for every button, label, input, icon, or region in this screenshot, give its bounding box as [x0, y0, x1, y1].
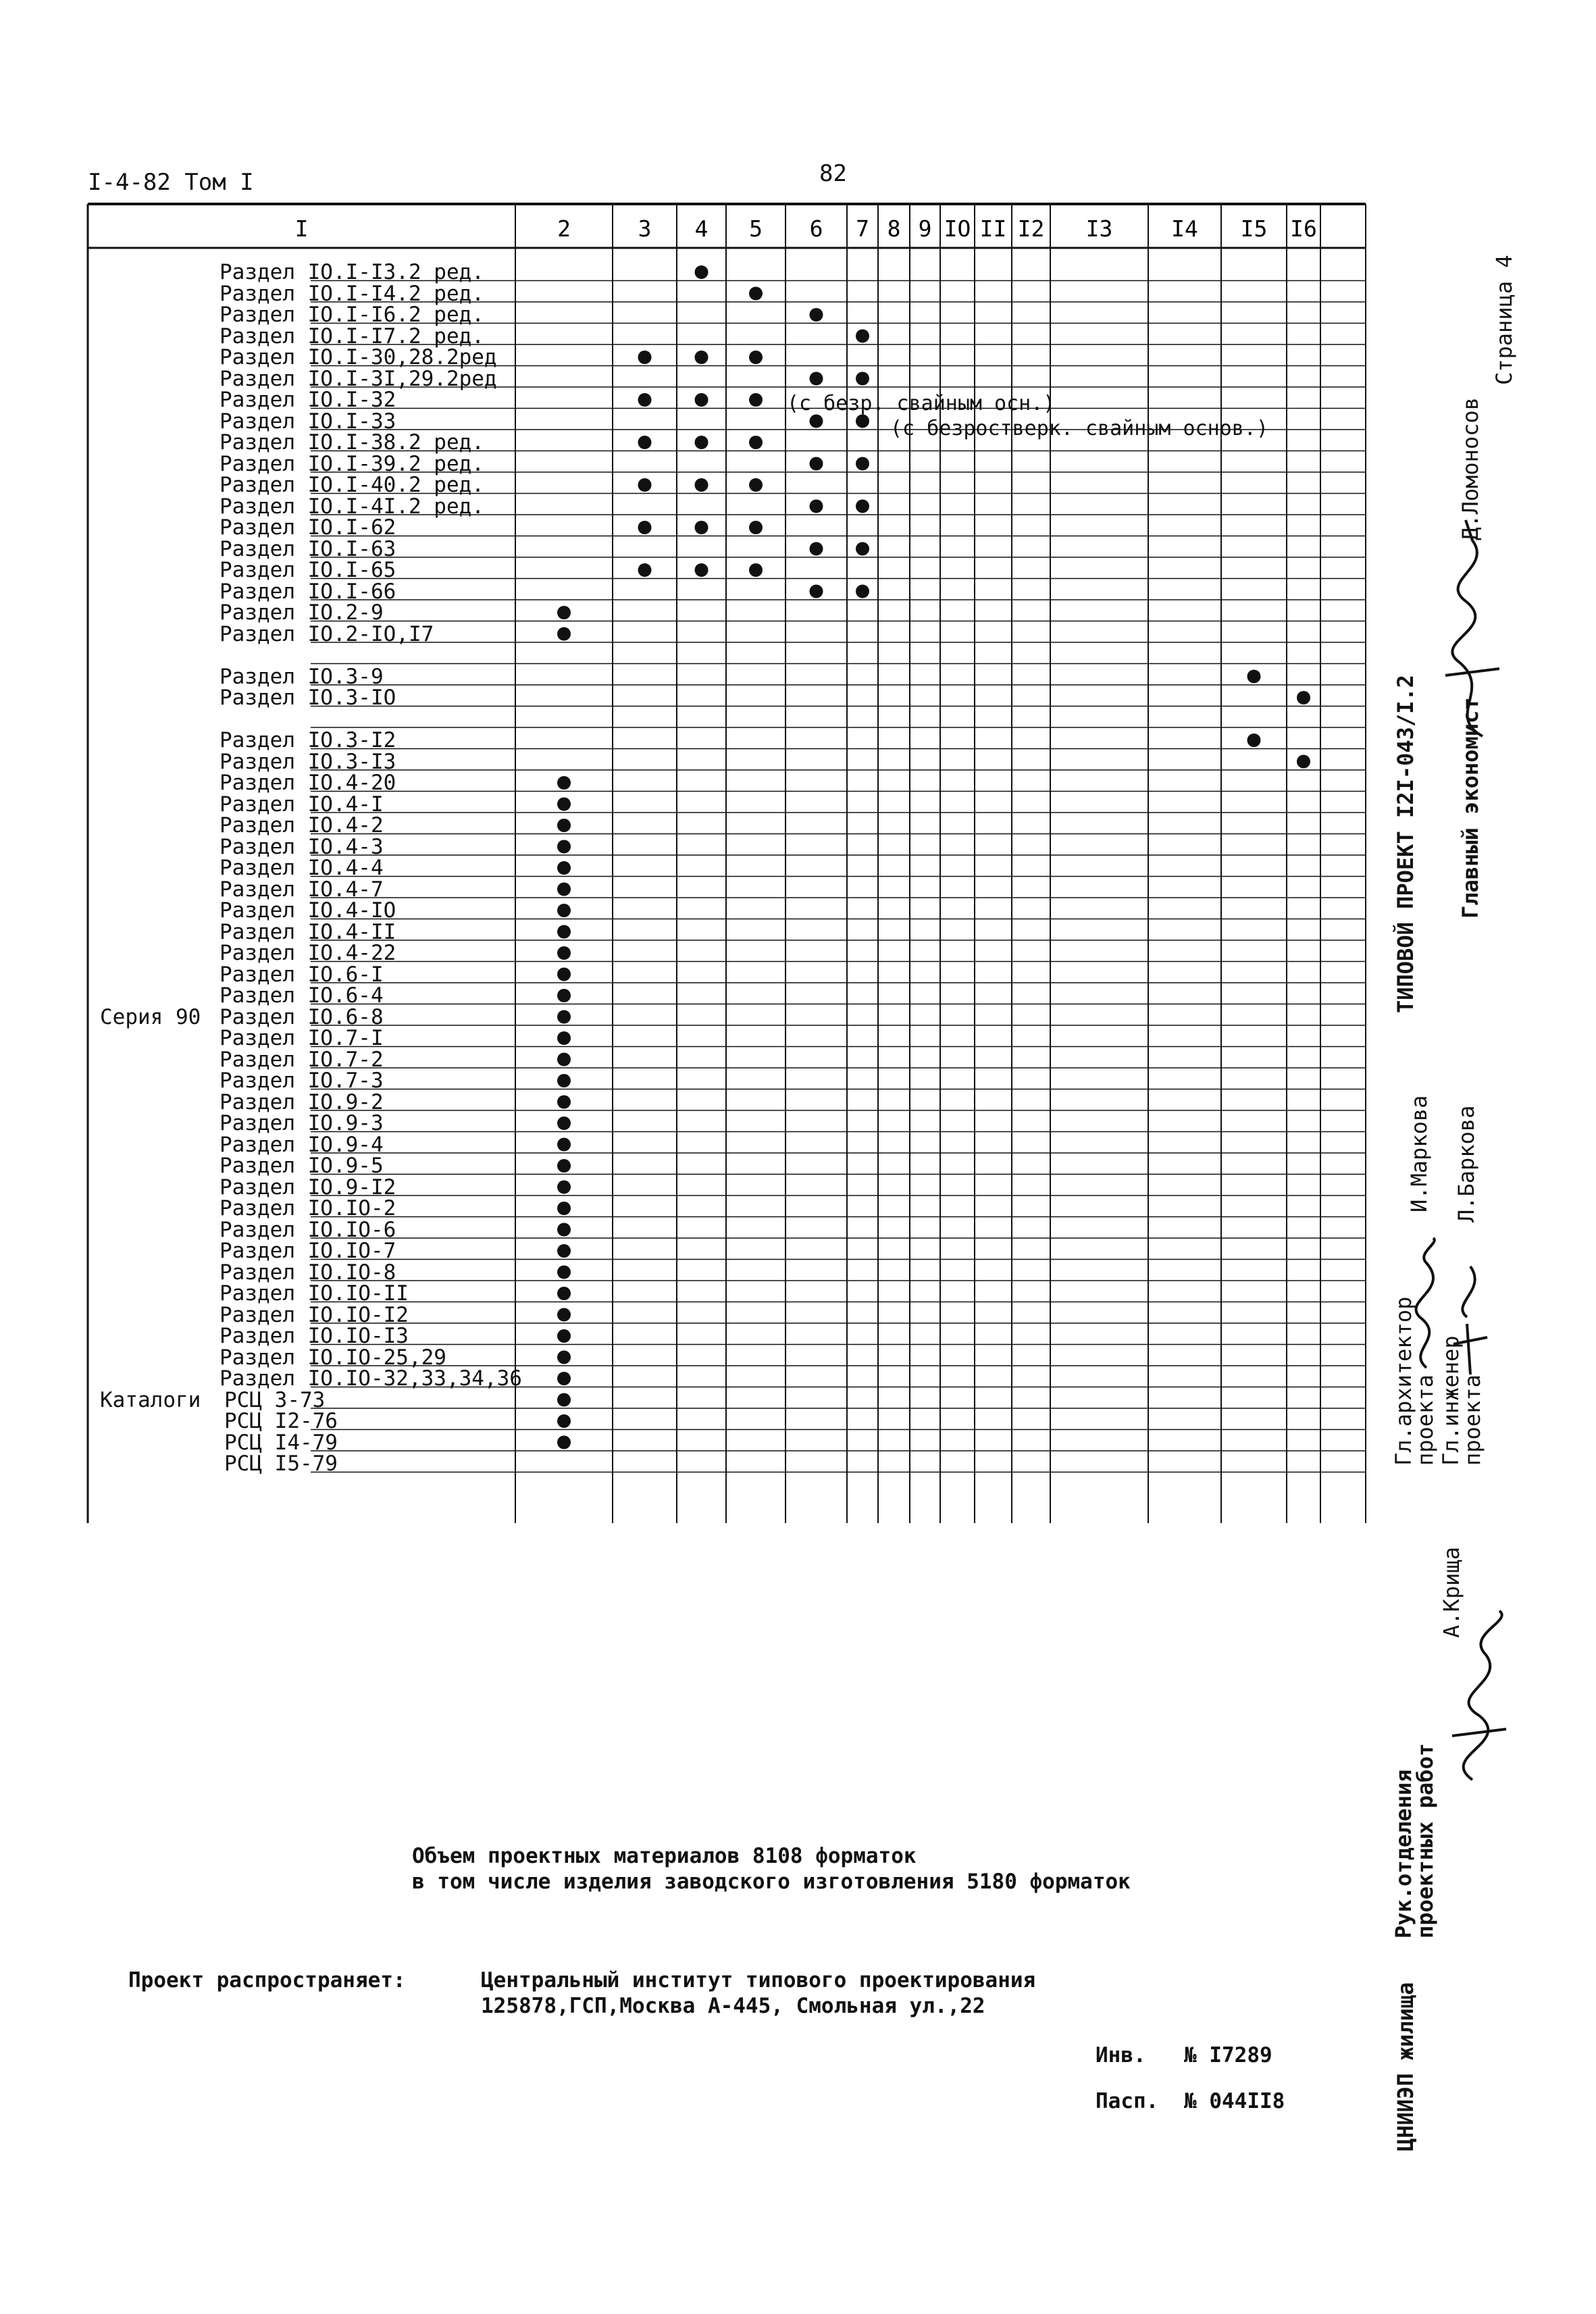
column-header-I6: I6	[1290, 215, 1317, 242]
marker-dot	[638, 436, 652, 449]
row-label: Раздел IO.6-8	[220, 1004, 384, 1029]
row-label: Раздел IO.4-7	[220, 877, 384, 902]
marker-dot	[1247, 670, 1261, 684]
column-header-5: 5	[749, 215, 763, 242]
dept-head-name: А.Крища	[1439, 1547, 1464, 1638]
marker-dot	[557, 968, 571, 981]
row-label: Раздел IO.IO-6	[220, 1217, 396, 1242]
row-label: Раздел IO.I-40.2 ред.	[220, 473, 484, 497]
marker-dot	[749, 521, 763, 534]
marker-dot	[557, 1181, 571, 1194]
row-label: Раздел IO.9-3	[220, 1111, 384, 1135]
row-label: Раздел IO.7-3	[220, 1069, 384, 1093]
column-header-I5: I5	[1240, 215, 1268, 242]
marker-dot	[695, 265, 709, 279]
row-label: Раздел IO.9-5	[220, 1154, 384, 1178]
row-label: Раздел IO.4-II	[220, 919, 396, 944]
row-label: Раздел IO.6-I	[220, 962, 384, 987]
marker-dot	[557, 840, 571, 854]
chief-economist-title: Главный экономист	[1458, 697, 1483, 919]
row-label: РСЦ I2-76	[224, 1409, 338, 1433]
row-label: Раздел IO.3-IO	[220, 686, 396, 710]
marker-dot	[810, 457, 823, 471]
document-reference: I-4-82 Том I	[88, 169, 254, 196]
marker-dot	[856, 415, 869, 428]
row-label: Раздел IO.3-I3	[220, 749, 396, 774]
marker-dot	[695, 563, 709, 577]
row-label: Раздел IO.2-IO,I7	[220, 621, 434, 646]
chief-economist-name: Д.Ломоносов	[1458, 397, 1483, 540]
row-label: Раздел IO.2-9	[220, 600, 384, 625]
signature-chief-economist	[1418, 513, 1513, 743]
row-label: Раздел IO.I-32	[220, 388, 396, 412]
note-pile-foundation: (с безр. свайным осн.)	[787, 392, 1056, 415]
marker-dot	[856, 500, 869, 513]
column-header-7: 7	[856, 215, 869, 242]
row-label: Раздел IO.4-IO	[220, 898, 396, 923]
sheet-label: Страница 4	[1491, 255, 1517, 385]
chief-engineer-name: Л.Баркова	[1453, 1105, 1479, 1223]
marker-dot	[749, 436, 763, 449]
signature-dept-head	[1432, 1608, 1526, 1783]
marker-dot	[638, 521, 652, 534]
page-number: 82	[819, 160, 847, 187]
marker-dot	[1247, 734, 1261, 747]
row-label: Раздел IO.4-2	[220, 813, 384, 838]
column-header-4: 4	[694, 215, 709, 242]
row-label: Раздел IO.IO-7	[220, 1239, 396, 1263]
marker-dot	[557, 925, 571, 939]
distributor-name: Центральный институт типового проектирования	[481, 1968, 1036, 1992]
marker-dot	[810, 308, 823, 322]
row-label: Раздел IO.3-I2	[220, 728, 396, 752]
marker-dot	[749, 393, 763, 407]
marker-dot	[557, 1329, 571, 1343]
marker-dot	[557, 1287, 571, 1300]
row-label: РСЦ I5-79	[224, 1451, 338, 1476]
marker-dot	[557, 819, 571, 832]
row-label: Раздел IO.I-39.2 ред.	[220, 451, 484, 476]
row-label: Раздел IO.4-22	[220, 941, 396, 965]
marker-dot	[1297, 755, 1310, 769]
marker-dot	[557, 1096, 571, 1109]
marker-dot	[557, 1372, 571, 1385]
row-label: Раздел IO.IO-8	[220, 1260, 396, 1285]
marker-dot	[557, 1116, 571, 1130]
dept-head-title: Рук.отделения проектных работ	[1391, 1743, 1438, 1938]
row-label: Раздел IO.I-I7.2 ред.	[220, 324, 484, 349]
column-header-9: 9	[918, 215, 932, 242]
row-label: Раздел IO.I-3I,29.2ред	[220, 366, 497, 391]
marker-dot	[557, 627, 571, 641]
row-label: Раздел IO.4-I	[220, 792, 384, 817]
project-title: ТИПОВОЙ ПРОЕКТ I2I-043/I.2	[1393, 675, 1418, 1013]
marker-dot	[557, 1202, 571, 1215]
row-label: Раздел IO.I-65	[220, 558, 396, 582]
signature-chief-architect	[1399, 1236, 1453, 1371]
column-header-IO: IO	[944, 215, 971, 242]
marker-dot	[557, 1053, 571, 1066]
row-label: Раздел IO.I-33	[220, 409, 396, 434]
column-header-2: 2	[557, 215, 571, 242]
row-label: Раздел IO.I-I3.2 ред.	[220, 260, 484, 284]
marker-dot	[810, 585, 823, 598]
row-label: Раздел IO.I-62	[220, 515, 396, 540]
row-label: Раздел IO.IO-I2	[220, 1302, 409, 1327]
marker-dot	[557, 776, 571, 790]
column-header-6: 6	[809, 215, 823, 242]
column-header-I: I	[294, 215, 309, 242]
marker-dot	[695, 393, 709, 407]
marker-dot	[557, 883, 571, 896]
marker-dot	[749, 351, 763, 364]
row-label: Раздел IO.4-20	[220, 771, 396, 795]
row-label: Раздел IO.IO-25,29	[220, 1345, 446, 1370]
distributor-label: Проект распространяет:	[128, 1968, 406, 1992]
marker-dot	[695, 351, 709, 364]
column-header-I3: I3	[1085, 215, 1113, 242]
organization-stamp: ЦНИИЭП жилища	[1393, 1982, 1418, 2151]
marker-dot	[557, 861, 571, 875]
row-label: Раздел IO.IO-I3	[220, 1324, 409, 1348]
marker-dot	[557, 1414, 571, 1428]
marker-dot	[695, 478, 709, 492]
row-label: РСЦ 3-73	[224, 1387, 326, 1412]
marker-dot	[557, 606, 571, 619]
marker-dot	[557, 1244, 571, 1258]
marker-dot	[810, 542, 823, 556]
marker-dot	[557, 1010, 571, 1024]
marker-dot	[557, 1351, 571, 1364]
distributor-address: 125878,ГСП,Москва А-445, Смольная ул.,22	[481, 1994, 985, 2018]
column-header-I4: I4	[1171, 215, 1198, 242]
group-label-catalogs: Каталоги	[100, 1387, 201, 1412]
marker-dot	[810, 500, 823, 513]
chief-engineer-title: Гл.инженер проекта	[1438, 1335, 1485, 1466]
marker-dot	[810, 415, 823, 428]
column-header-8: 8	[887, 215, 901, 242]
inventory-number: № I7289	[1184, 2043, 1272, 2067]
column-header-I2: I2	[1017, 215, 1045, 242]
marker-dot	[557, 1074, 571, 1087]
marker-dot	[557, 1266, 571, 1279]
marker-dot	[557, 904, 571, 917]
marker-dot	[557, 798, 571, 811]
marker-dot	[638, 351, 652, 364]
row-label: Раздел IO.I-63	[220, 536, 396, 561]
marker-dot	[695, 436, 709, 449]
marker-dot	[557, 1436, 571, 1449]
row-label: Раздел IO.IO-2	[220, 1196, 396, 1220]
inventory-label: Инв.	[1096, 2043, 1146, 2067]
volume-line-1: Объем проектных материалов 8108 форматок	[412, 1844, 917, 1868]
marker-dot	[557, 1308, 571, 1322]
row-label: Раздел IO.IO-II	[220, 1281, 409, 1306]
marker-dot	[695, 521, 709, 534]
row-label: РСЦ I4-79	[224, 1430, 338, 1455]
row-label: Раздел IO.I-66	[220, 579, 396, 604]
marker-dot	[638, 393, 652, 407]
marker-dot	[638, 478, 652, 492]
marker-dot	[638, 563, 652, 577]
row-label: Раздел IO.IO-32,33,34,36	[220, 1366, 522, 1391]
row-label: Раздел IO.4-4	[220, 856, 384, 880]
row-label: Раздел IO.6-4	[220, 983, 384, 1008]
column-header-3: 3	[638, 215, 652, 242]
marker-dot	[557, 1031, 571, 1045]
marker-dot	[749, 287, 763, 301]
volume-line-2: в том числе изделия заводского изготовления 5180 форматок	[412, 1870, 1131, 1894]
passport-number: № 044II8	[1184, 2089, 1285, 2113]
marker-dot	[1297, 691, 1310, 704]
row-label: Раздел IO.I-30,28.2ред	[220, 345, 497, 369]
signature-chief-engineer	[1447, 1263, 1494, 1378]
row-label: Раздел IO.9-2	[220, 1089, 384, 1114]
passport-label: Пасп.	[1096, 2089, 1159, 2113]
marker-dot	[749, 478, 763, 492]
marker-dot	[749, 563, 763, 577]
column-header-II: II	[979, 215, 1007, 242]
marker-dot	[856, 542, 869, 556]
marker-dot	[856, 585, 869, 598]
marker-dot	[856, 372, 869, 386]
marker-dot	[557, 1159, 571, 1173]
row-label: Раздел IO.I-38.2 ред.	[220, 430, 484, 455]
chief-architect-name: И.Маркова	[1406, 1095, 1432, 1212]
marker-dot	[856, 457, 869, 471]
row-label: Раздел IO.I-I4.2 ред.	[220, 281, 484, 306]
marker-dot	[557, 1138, 571, 1152]
row-label: Раздел IO.9-4	[220, 1132, 384, 1157]
marker-dot	[856, 330, 869, 343]
row-label: Раздел IO.7-I	[220, 1026, 384, 1050]
marker-dot	[557, 1223, 571, 1237]
row-label: Раздел IO.I-4I.2 ред.	[220, 494, 484, 519]
note-grillage-pile-foundation: (с безростверк. свайным основ.)	[890, 417, 1268, 440]
row-label: Раздел IO.4-3	[220, 834, 384, 859]
chief-architect-title: Гл.архитектор проекта	[1391, 1296, 1438, 1466]
row-label: Раздел IO.7-2	[220, 1047, 384, 1072]
row-label: Раздел IO.9-I2	[220, 1175, 396, 1200]
row-label: Раздел IO.I-I6.2 ред.	[220, 303, 484, 327]
group-label-series: Серия 90	[100, 1004, 201, 1029]
marker-dot	[557, 946, 571, 960]
marker-dot	[810, 372, 823, 386]
marker-dot	[557, 1393, 571, 1407]
row-label: Раздел IO.3-9	[220, 664, 384, 689]
marker-dot	[557, 989, 571, 1002]
